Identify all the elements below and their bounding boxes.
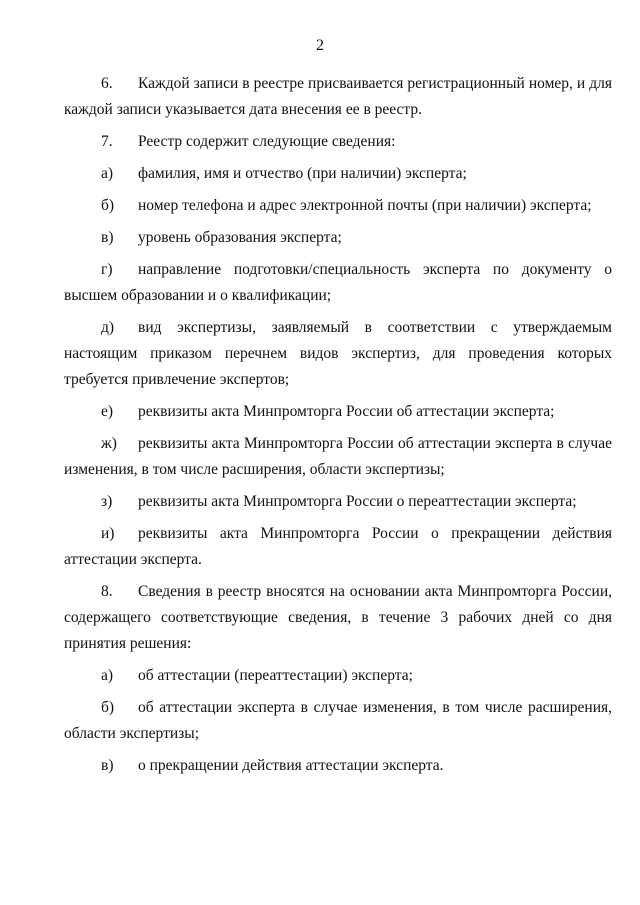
list-item-b-2 [64, 695, 612, 747]
item-label: д) [101, 319, 115, 336]
list-item-e [64, 399, 612, 425]
item-text: фамилия, имя и отчество (при наличии) эксперта; [138, 165, 467, 182]
item-label: а) [101, 165, 114, 182]
item-label: в) [101, 757, 114, 774]
paragraph-text: Сведения в реестр вносятся на основании акта Минпромторга России, содержащего соответствующие сведения, в течение 3 рабочих дней со дня принятия решения: [64, 583, 612, 652]
list-item-v-2 [64, 753, 612, 779]
item-text: реквизиты акта Минпромторга России об аттестации эксперта; [138, 403, 555, 420]
paragraph-8 [64, 579, 612, 657]
item-text: о прекращении действия аттестации эксперта. [138, 757, 444, 774]
list-item-g [64, 257, 612, 309]
document-body [64, 71, 612, 785]
item-label: з) [101, 493, 113, 510]
paragraph-7 [64, 129, 612, 155]
item-text: реквизиты акта Минпромторга России об аттестации эксперта в случае изменения, в том числе расширения, области экспертизы; [64, 435, 612, 478]
paragraph-text: Каждой записи в реестре присваивается регистрационный номер, и для каждой записи указывается дата внесения ее в реестр. [64, 75, 612, 118]
list-item-z [64, 489, 612, 515]
item-label: е) [101, 403, 114, 420]
item-text: уровень образования эксперта; [138, 229, 342, 246]
item-text: реквизиты акта Минпромторга России о переаттестации эксперта; [138, 493, 577, 510]
list-item-v [64, 225, 612, 251]
item-label: и) [101, 525, 115, 542]
item-label: б) [101, 197, 115, 214]
paragraph-6 [64, 71, 612, 123]
item-text: об аттестации (переаттестации) эксперта; [138, 667, 413, 684]
list-item-i [64, 521, 612, 573]
list-item-a-2 [64, 663, 612, 689]
item-label: в) [101, 229, 114, 246]
item-text: номер телефона и адрес электронной почты (при наличии) эксперта; [138, 197, 592, 214]
list-item-zh [64, 431, 612, 483]
list-item-a [64, 161, 612, 187]
item-text: об аттестации эксперта в случае изменения, в том числе расширения, области экспертизы; [64, 699, 612, 742]
paragraph-label: 8. [101, 583, 113, 600]
item-label: а) [101, 667, 114, 684]
item-label: ж) [101, 435, 117, 452]
paragraph-text: Реестр содержит следующие сведения: [138, 133, 396, 150]
item-text: реквизиты акта Минпромторга России о прекращении действия аттестации эксперта. [64, 525, 612, 568]
item-text: направление подготовки/специальность эксперта по документу о высшем образовании и о квалификации; [64, 261, 612, 304]
list-item-b [64, 193, 612, 219]
paragraph-label: 6. [101, 75, 113, 92]
item-text: вид экспертизы, заявляемый в соответствии с утверждаемым настоящим приказом перечнем видов экспертиз, для проведения которых требуется привлечение экспертов; [64, 319, 612, 388]
item-label: б) [101, 699, 115, 716]
page-number: 2 [316, 37, 324, 54]
paragraph-label: 7. [101, 133, 113, 150]
list-item-d [64, 315, 612, 393]
item-label: г) [101, 261, 113, 278]
